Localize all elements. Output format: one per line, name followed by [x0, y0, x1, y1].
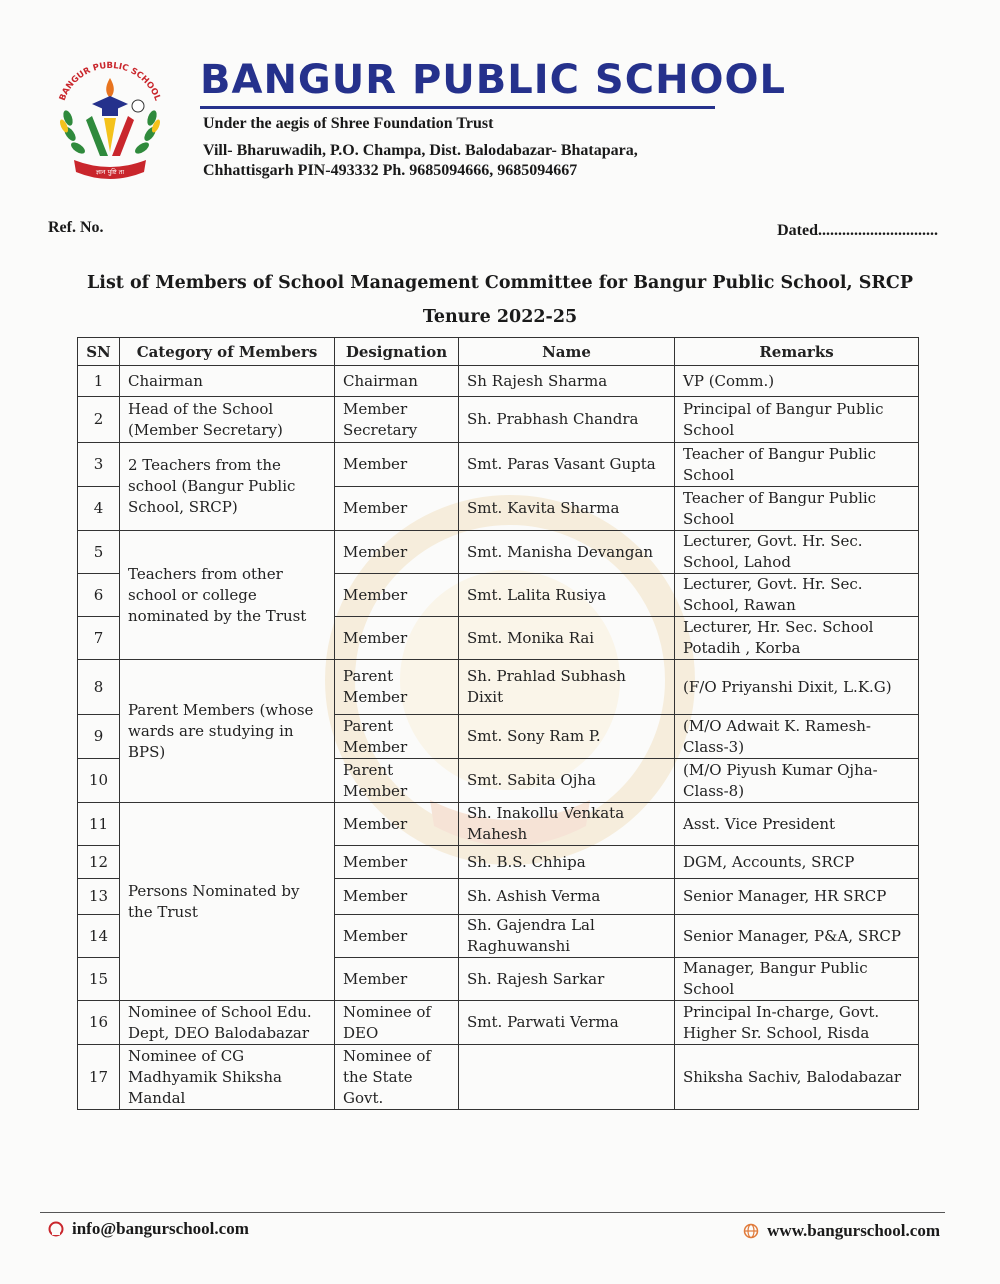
- column-header-category: Category of Members: [120, 338, 335, 366]
- table-row: [78, 1045, 919, 1110]
- category-cell: Nominee of CG Madhyamik Shiksha Mandal: [120, 1045, 335, 1110]
- category-cell: Parent Members (whose wards are studying in BPS): [120, 660, 335, 803]
- sn-cell: 15: [78, 958, 120, 1001]
- designation-cell: Member: [335, 958, 459, 1001]
- designation-cell: Member: [335, 487, 459, 531]
- remarks-cell: Principal In-charge, Govt. Higher Sr. School, Risda: [675, 1001, 919, 1045]
- designation-cell: Chairman: [335, 366, 459, 397]
- designation-cell: Nominee of the State Govt.: [335, 1045, 459, 1110]
- dated-label: Dated..............................: [777, 222, 938, 239]
- website-text[interactable]: www.bangurschool.com: [767, 1221, 940, 1240]
- sn-cell: 11: [78, 803, 120, 846]
- designation-cell: Member: [335, 846, 459, 879]
- table-row: [78, 1001, 919, 1045]
- designation-cell: Member: [335, 617, 459, 660]
- name-cell: Sh. B.S. Chhipa: [459, 846, 675, 879]
- footer-email[interactable]: [48, 1219, 249, 1239]
- designation-cell: Member: [335, 574, 459, 617]
- sn-cell: 1: [78, 366, 120, 397]
- remarks-cell: Shiksha Sachiv, Balodabazar: [675, 1045, 919, 1110]
- remarks-cell: VP (Comm.): [675, 366, 919, 397]
- table-row: [78, 531, 919, 574]
- designation-cell: Parent Member: [335, 759, 459, 803]
- remarks-cell: Teacher of Bangur Public School: [675, 443, 919, 487]
- designation-cell: Member: [335, 879, 459, 915]
- name-cell: Smt. Manisha Devangan: [459, 531, 675, 574]
- category-cell: Persons Nominated by the Trust: [120, 803, 335, 1001]
- name-cell: Smt. Kavita Sharma: [459, 487, 675, 531]
- remarks-cell: Lecturer, Govt. Hr. Sec. School, Rawan: [675, 574, 919, 617]
- designation-cell: Member: [335, 531, 459, 574]
- footer-rule: [40, 1212, 945, 1213]
- sn-cell: 6: [78, 574, 120, 617]
- remarks-cell: Lecturer, Hr. Sec. School Potadih , Korba: [675, 617, 919, 660]
- table-row: [78, 803, 919, 846]
- address: [203, 141, 638, 181]
- document-title: List of Members of School Management Committee for Bangur Public School, SRCP: [87, 273, 913, 293]
- name-cell: [459, 1045, 675, 1110]
- sn-cell: 8: [78, 660, 120, 715]
- sn-cell: 10: [78, 759, 120, 803]
- name-cell: Sh Rajesh Sharma: [459, 366, 675, 397]
- remarks-cell: (M/O Adwait K. Ramesh-Class-3): [675, 715, 919, 759]
- table-row: [78, 660, 919, 715]
- sn-cell: 16: [78, 1001, 120, 1045]
- sn-cell: 9: [78, 715, 120, 759]
- designation-cell: Member Secretary: [335, 397, 459, 443]
- address-line-1: Vill- Bharuwadih, P.O. Champa, Dist. Balodabazar- Bhatapara,: [203, 142, 638, 159]
- name-cell: Smt. Parwati Verma: [459, 1001, 675, 1045]
- sn-cell: 3: [78, 443, 120, 487]
- column-header-sn: SN: [78, 338, 120, 366]
- designation-cell: Nominee of DEO: [335, 1001, 459, 1045]
- svg-text:BANGUR PUBLIC SCHOOL: BANGUR PUBLIC SCHOOL: [57, 60, 163, 103]
- category-cell: Teachers from other school or college nominated by the Trust: [120, 531, 335, 660]
- column-header-designation: Designation: [335, 338, 459, 366]
- remarks-cell: Lecturer, Govt. Hr. Sec. School, Lahod: [675, 531, 919, 574]
- tenure-label: Tenure 2022-25: [422, 307, 578, 327]
- name-cell: Sh. Inakollu Venkata Mahesh: [459, 803, 675, 846]
- designation-cell: Member: [335, 443, 459, 487]
- sn-cell: 2: [78, 397, 120, 443]
- svg-text:ज्ञान पुष्टि ता: ज्ञान पुष्टि ता: [95, 168, 125, 176]
- table-row: [78, 443, 919, 487]
- table-header-row: [78, 338, 919, 366]
- name-cell: Sh. Gajendra Lal Raghuwanshi: [459, 915, 675, 958]
- remarks-cell: Senior Manager, HR SRCP: [675, 879, 919, 915]
- remarks-cell: Senior Manager, P&A, SRCP: [675, 915, 919, 958]
- designation-cell: Member: [335, 803, 459, 846]
- remarks-cell: DGM, Accounts, SRCP: [675, 846, 919, 879]
- mail-icon: [48, 1221, 64, 1237]
- sn-cell: 4: [78, 487, 120, 531]
- school-logo-icon: [40, 48, 180, 188]
- category-cell: 2 Teachers from the school (Bangur Public School, SRCP): [120, 443, 335, 531]
- name-cell: Sh. Rajesh Sarkar: [459, 958, 675, 1001]
- name-cell: Sh. Prahlad Subhash Dixit: [459, 660, 675, 715]
- name-cell: Smt. Sony Ram P.: [459, 715, 675, 759]
- designation-cell: Parent Member: [335, 715, 459, 759]
- school-name: BANGUR PUBLIC SCHOOL: [200, 57, 787, 103]
- sn-cell: 17: [78, 1045, 120, 1110]
- name-cell: Smt. Paras Vasant Gupta: [459, 443, 675, 487]
- remarks-cell: Asst. Vice President: [675, 803, 919, 846]
- sn-cell: 7: [78, 617, 120, 660]
- name-cell: Smt. Lalita Rusiya: [459, 574, 675, 617]
- sn-cell: 14: [78, 915, 120, 958]
- category-cell: Chairman: [120, 366, 335, 397]
- column-header-name: Name: [459, 338, 675, 366]
- remarks-cell: Principal of Bangur Public School: [675, 397, 919, 443]
- remarks-cell: Manager, Bangur Public School: [675, 958, 919, 1001]
- name-cell: Smt. Monika Rai: [459, 617, 675, 660]
- school-name-underline: [200, 106, 715, 109]
- designation-cell: Member: [335, 915, 459, 958]
- address-line-2: Chhattisgarh PIN-493332 Ph. 9685094666, 9685094667: [203, 162, 578, 179]
- remarks-cell: (F/O Priyanshi Dixit, L.K.G): [675, 660, 919, 715]
- ref-no-label: Ref. No.: [48, 219, 104, 236]
- sn-cell: 5: [78, 531, 120, 574]
- name-cell: Sh. Ashish Verma: [459, 879, 675, 915]
- sn-cell: 12: [78, 846, 120, 879]
- designation-cell: Parent Member: [335, 660, 459, 715]
- name-cell: Smt. Sabita Ojha: [459, 759, 675, 803]
- remarks-cell: Teacher of Bangur Public School: [675, 487, 919, 531]
- footer-website[interactable]: [743, 1221, 940, 1241]
- column-header-remarks: Remarks: [675, 338, 919, 366]
- category-cell: Head of the School (Member Secretary): [120, 397, 335, 443]
- remarks-cell: (M/O Piyush Kumar Ojha-Class-8): [675, 759, 919, 803]
- category-cell: Nominee of School Edu. Dept, DEO Balodabazar: [120, 1001, 335, 1045]
- email-text[interactable]: info@bangurschool.com: [72, 1219, 249, 1238]
- table-row: [78, 366, 919, 397]
- table-row: [78, 397, 919, 443]
- sn-cell: 13: [78, 879, 120, 915]
- committee-table: [77, 337, 919, 1110]
- aegis-line: Under the aegis of Shree Foundation Trust: [203, 115, 494, 132]
- name-cell: Sh. Prabhash Chandra: [459, 397, 675, 443]
- globe-icon: [743, 1223, 759, 1239]
